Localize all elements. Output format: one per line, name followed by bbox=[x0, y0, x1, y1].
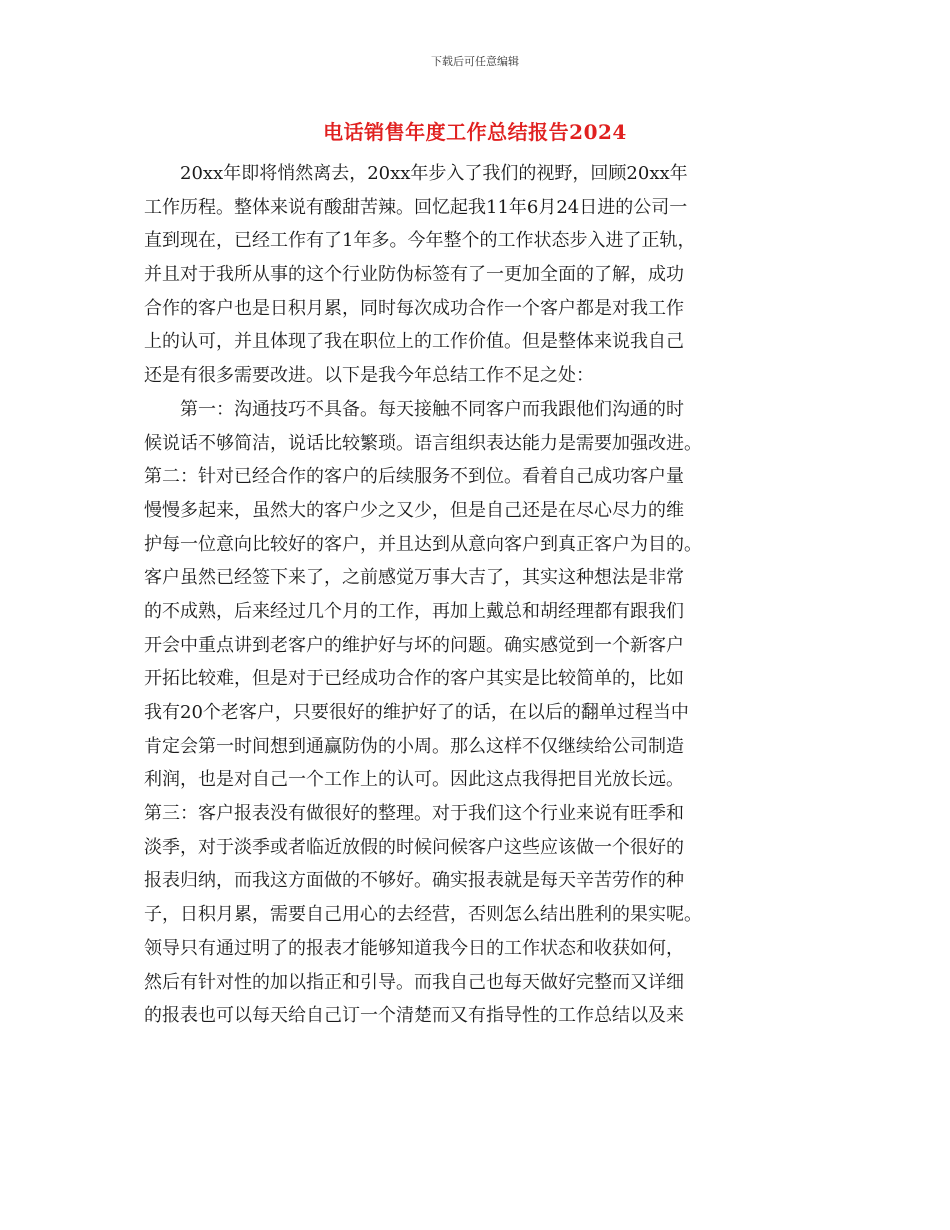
body-line: 慢慢多起来，虽然大的客户少之又少，但是自己还是在尽心尽力的维 bbox=[144, 499, 684, 521]
page-header: 下载后可任意编辑 bbox=[431, 55, 519, 68]
document-title: 电话销售年度工作总结报告2024 bbox=[323, 120, 627, 144]
body-line: 第一：沟通技巧不具备。每天接触不同客户而我跟他们沟通的时 bbox=[144, 398, 684, 420]
body-line: 直到现在，已经工作有了1年多。今年整个的工作状态步入进了正轨， bbox=[144, 230, 696, 252]
body-line: 淡季，对于淡季或者临近放假的时候问候客户这些应该做一个很好的 bbox=[144, 836, 684, 858]
body-line: 还是有很多需要改进。以下是我今年总结工作不足之处： bbox=[144, 365, 594, 387]
body-line: 我有20个老客户，只要很好的维护好了的话，在以后的翻单过程当中 bbox=[144, 702, 689, 723]
body-line: 第二：针对已经合作的客户的后续服务不到位。看着自己成功客户量 bbox=[144, 466, 684, 488]
body-line: 领导只有通过明了的报表才能够知道我今日的工作状态和收获如何， bbox=[144, 937, 684, 959]
body-line: 利润，也是对自己一个工作上的认可。因此这点我得把目光放长远。 bbox=[144, 769, 684, 791]
body-line: 报表归纳，而我这方面做的不够好。确实报表就是每天辛苦劳作的种 bbox=[144, 870, 684, 892]
body-line: 开会中重点讲到老客户的维护好与坏的问题。确实感觉到一个新客户 bbox=[144, 634, 684, 656]
body-line: 的报表也可以每天给自己订一个清楚而又有指导性的工作总结以及来 bbox=[144, 1005, 684, 1027]
document-body bbox=[144, 157, 804, 1033]
body-line: 的不成熟，后来经过几个月的工作，再加上戴总和胡经理都有跟我们 bbox=[144, 600, 684, 622]
body-line: 合作的客户也是日积月累，同时每次成功合作一个客户都是对我工作 bbox=[144, 297, 684, 319]
body-line: 工作历程。整体来说有酸甜苦辣。回忆起我11年6月24日进的公司一 bbox=[144, 196, 688, 218]
body-line: 然后有针对性的加以指正和引导。而我自己也每天做好完整而又详细 bbox=[144, 971, 684, 993]
body-line: 并且对于我所从事的这个行业防伪标签有了一更加全面的了解，成功 bbox=[144, 264, 684, 286]
body-line: 护每一位意向比较好的客户，并且达到从意向客户到真正客户为目的。 bbox=[144, 533, 702, 555]
body-line: 上的认可，并且体现了我在职位上的工作价值。但是整体来说我自己 bbox=[144, 331, 684, 353]
body-line: 20xx年即将悄然离去，20xx年步入了我们的视野，回顾20xx年 bbox=[144, 163, 688, 184]
body-line: 客户虽然已经签下来了，之前感觉万事大吉了，其实这种想法是非常 bbox=[144, 567, 684, 589]
body-line: 开拓比较难，但是对于已经成功合作的客户其实是比较简单的，比如 bbox=[144, 668, 684, 690]
body-line: 肯定会第一时间想到通赢防伪的小周。那么这样不仅继续给公司制造 bbox=[144, 735, 684, 757]
body-line: 子，日积月累，需要自己用心的去经营，否则怎么结出胜利的果实呢。 bbox=[144, 904, 702, 926]
body-line: 候说话不够简洁，说话比较繁琐。语言组织表达能力是需要加强改进。 bbox=[144, 432, 702, 454]
body-line: 第三：客户报表没有做很好的整理。对于我们这个行业来说有旺季和 bbox=[144, 803, 684, 825]
